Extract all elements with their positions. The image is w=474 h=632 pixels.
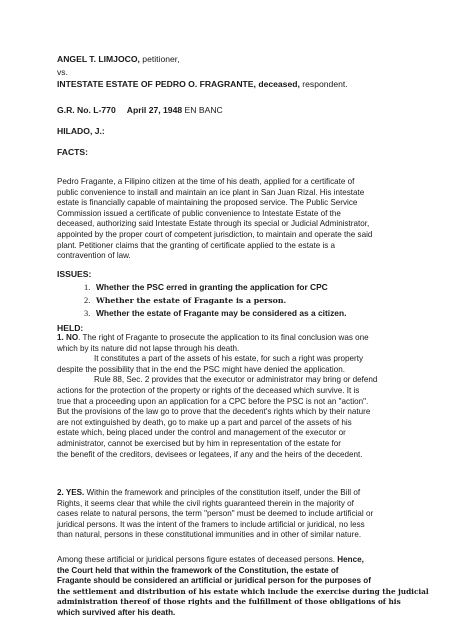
division: EN BANC <box>184 105 223 115</box>
facts-line: Commission issued a certificate of public convenience to Intestate Estate of the <box>57 208 341 218</box>
petitioner-role: petitioner, <box>139 54 180 64</box>
facts-line: deceased, authorizing said Intestate Estate through its special or Judicial Administrator, <box>57 219 370 229</box>
held-line: the Court held that within the framework of the Constitution, the estate of <box>57 565 339 575</box>
issue-text: Whether the estate of Fragante may be considered as a citizen. <box>96 308 347 318</box>
held-line: Fragante should be considered an artificial or juridical person for the purposes of <box>57 576 371 586</box>
held-heading: HELD: <box>57 323 84 333</box>
issue-item <box>84 294 346 307</box>
held-line: administrator, cannot be exercised but by him in representation of the estate for <box>57 438 341 448</box>
held-3-plain: Among these artificial or juridical persons figure estates of deceased persons. <box>57 555 338 564</box>
respondent-name: INTESTATE ESTATE OF PEDRO O. FRAGRANTE, deceased, <box>57 79 300 89</box>
held-paragraph-1 <box>57 333 429 460</box>
held-line: Rights, it seems clear that while the civil rights guaranteed therein in the majority of <box>57 498 354 508</box>
issue-number: 1. <box>84 283 91 292</box>
held-line: actions for the protection of the property or rights of the deceased which survive. It is <box>57 385 360 395</box>
petitioner-name: ANGEL T. LIMJOCO, <box>57 54 140 64</box>
facts-line: Pedro Fragante, a Filipino citizen at the time of his death, applied for a certificate of <box>57 177 355 186</box>
issues-list <box>84 281 346 320</box>
issue-number: 2. <box>84 296 91 305</box>
held-line: the settlement and distribution of his estate which include the exercise during the judicial <box>57 586 429 596</box>
ponente: HILADO, J.: <box>57 126 105 136</box>
issue-item <box>84 281 346 294</box>
held-line: are not extinguished by death, go to make up a part and parcel of the assets of his <box>57 417 352 427</box>
facts-line: estate is financially capable of maintaining the proposed service. The Public Service <box>57 198 358 208</box>
decision-date: April 27, 1948 <box>126 105 183 115</box>
issues-heading: ISSUES: <box>57 269 92 279</box>
respondent-line <box>57 79 348 90</box>
held-line: which by its nature did not lapse through his death. <box>57 343 240 353</box>
held-line: the benefit of the creditors, devisees or legatees, if any and the heirs of the decedent. <box>57 449 363 459</box>
held-paragraph-3 <box>57 555 429 619</box>
held-line: It constitutes a part of the assets of his estate, for such a right was property <box>94 354 364 364</box>
case-number-line <box>57 105 223 116</box>
held-line: Within the framework and principles of the constitution itself, under the Bill of <box>84 488 361 497</box>
versus: vs. <box>57 67 68 77</box>
facts-paragraph <box>57 177 429 262</box>
facts-heading: FACTS: <box>57 147 89 157</box>
issue-text: Whether the PSC erred in granting the application for CPC <box>96 282 328 292</box>
held-paragraph-2 <box>57 488 429 541</box>
held-line: . The right of Fragante to prosecute the application to its final conclusion was one <box>78 333 369 342</box>
issue-item <box>84 307 346 320</box>
held-line: Rule 88, Sec. 2 provides that the executor or administrator may bring or defend <box>94 375 378 385</box>
held-line: But the provisions of the law go to prove that the decedent's rights which by their nature <box>57 407 371 417</box>
held-line: true that a proceeding upon an application for a CPC before the PSC is not an "action". <box>57 396 369 406</box>
petitioner-line <box>57 54 180 65</box>
held-line: juridical persons. It was the intent of the framers to include artificial or juridical, no less <box>57 519 365 529</box>
held-2-lead: 2. YES. <box>57 488 85 497</box>
held-line: estate which, being placed under the control and management of the executor or <box>57 428 346 438</box>
issue-text: Whether the estate of Fragante is a person. <box>96 296 287 305</box>
held-line: which survived after his death. <box>57 607 176 617</box>
held-3-bold-start: Hence, <box>337 555 364 564</box>
respondent-role: respondent. <box>299 79 348 89</box>
facts-line: public convenience to install and maintain an ice plant in San Juan Rizal. His intestate <box>57 187 365 197</box>
held-line: than natural, persons in these constitutional immunities and in other of similar nature. <box>57 530 362 540</box>
held-1-lead: 1. NO <box>57 333 79 342</box>
facts-line: appointed by the proper court of competent jurisdiction, to maintain and operate the said <box>57 229 373 239</box>
held-line: despite the possibility that in the end the PSC might have denied the application. <box>57 364 345 374</box>
held-line: administration thereof of those rights and the fulfillment of those obligations of his <box>57 597 401 607</box>
facts-line: plant. Petitioner claims that the granting of certificate applied to the estate is a <box>57 240 336 250</box>
facts-line: contravention of law. <box>57 251 131 261</box>
gr-number: G.R. No. L-770 <box>57 105 116 115</box>
held-line: cases relate to natural persons, the term "person" must be deemed to include artificial or <box>57 509 374 519</box>
issue-number: 3. <box>84 309 91 318</box>
